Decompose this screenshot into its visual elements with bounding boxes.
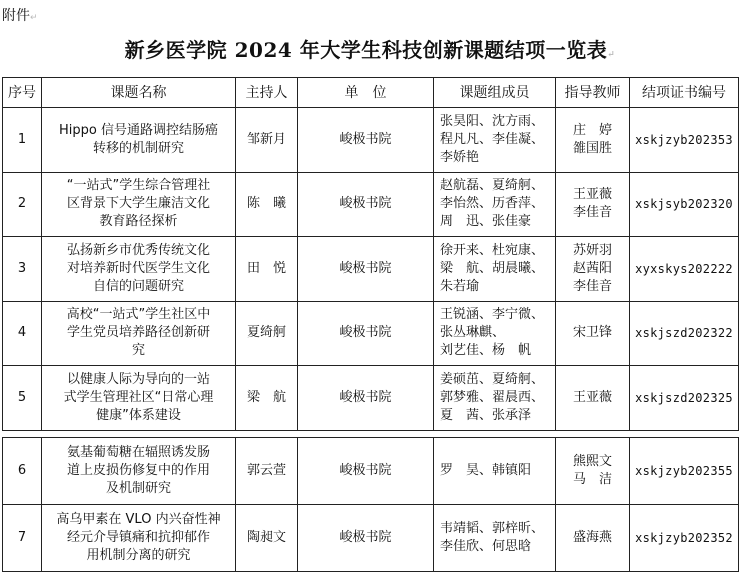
topic-name: Hippo 信号通路调控结肠癌 转移的机制研究: [42, 108, 236, 173]
results-table: [2, 77, 739, 431]
certificate-number: xskjzyb202353: [630, 108, 739, 173]
results-table-continued: [2, 437, 739, 572]
topic-name: 高乌甲素在 VLO 内兴奋性神 经元介导镇痛和抗抑郁作 用机制分离的研究: [42, 505, 236, 572]
certificate-number: xyxskys202222: [630, 237, 739, 302]
table-row: [3, 438, 739, 505]
topic-name: 氨基葡萄糖在辐照诱发肠 道上皮损伤修复中的作用 及机制研究: [42, 438, 236, 505]
unit-name: 峻极书院: [298, 108, 434, 173]
unit-name: 峻极书院: [298, 237, 434, 302]
members-list: 张昊阳、沈方雨、 程凡凡、李佳凝、 李娇艳: [434, 108, 556, 173]
row-number: 4: [3, 301, 42, 366]
col-unit-header: 单 位: [298, 78, 434, 108]
page-title: 新乡医学院 2024 年大学生科技创新课题结项一览表↵: [124, 38, 616, 62]
row-number: 1: [3, 108, 42, 173]
unit-name: 峻极书院: [298, 301, 434, 366]
advisor-names: 王亚薇 李佳音: [556, 172, 630, 237]
members-list: 罗 昊、韩镇阳: [434, 438, 556, 505]
leader-name: 郭云萱: [236, 438, 298, 505]
unit-name: 峻极书院: [298, 505, 434, 572]
advisor-names: 王亚薇: [556, 366, 630, 431]
certificate-number: xskjszd202325: [630, 366, 739, 431]
leader-name: 夏绮舸: [236, 301, 298, 366]
advisor-names: 宋卫锋: [556, 301, 630, 366]
col-cert-header: 结项证书编号: [630, 78, 739, 108]
leader-name: 邹新月: [236, 108, 298, 173]
table-row: [3, 172, 739, 237]
table-row: [3, 108, 739, 173]
leader-name: 梁 航: [236, 366, 298, 431]
certificate-number: xskjzyb202355: [630, 438, 739, 505]
advisor-names: 苏妍羽 赵茜阳 李佳音: [556, 237, 630, 302]
topic-name: 弘扬新乡市优秀传统文化 对培养新时代医学生文化 自信的问题研究: [42, 237, 236, 302]
topic-name: “一站式”学生综合管理社 区背景下大学生廉洁文化 教育路径探析: [42, 172, 236, 237]
topic-name: 高校“一站式”学生社区中 学生党员培养路径创新研 究: [42, 301, 236, 366]
row-number: 6: [3, 438, 42, 505]
advisor-names: 熊熙文 马 洁: [556, 438, 630, 505]
members-list: 赵航磊、夏绮舸、 李怡然、历香萍、 周 迅、张佳豪: [434, 172, 556, 237]
table-row: [3, 237, 739, 302]
topic-name: 以健康人际为导向的一站 式学生管理社区“日常心理 健康”体系建设: [42, 366, 236, 431]
certificate-number: xskjzyb202352: [630, 505, 739, 572]
row-number: 5: [3, 366, 42, 431]
table-row: [3, 301, 739, 366]
leader-name: 田 悦: [236, 237, 298, 302]
table-row: [3, 505, 739, 572]
members-list: 王锐涵、李宁微、 张丛琳麒、 刘艺佳、杨 帆: [434, 301, 556, 366]
certificate-number: xskjsyb202320: [630, 172, 739, 237]
col-advisor-header: 指导教师: [556, 78, 630, 108]
row-number: 3: [3, 237, 42, 302]
certificate-number: xskjszd202322: [630, 301, 739, 366]
unit-name: 峻极书院: [298, 172, 434, 237]
members-list: 徐开来、杜宛康、 梁 航、胡晨曦、 朱若瑜: [434, 237, 556, 302]
advisor-names: 盛海燕: [556, 505, 630, 572]
advisor-names: 庄 婷 雒国胜: [556, 108, 630, 173]
leader-name: 陶昶文: [236, 505, 298, 572]
col-no-header: 序号: [3, 78, 42, 108]
members-list: 韦靖韬、郭梓昕、 李佳欣、何思晗: [434, 505, 556, 572]
leader-name: 陈 曦: [236, 172, 298, 237]
col-topic-header: 课题名称: [42, 78, 236, 108]
attachment-label: 附件↵: [2, 8, 38, 24]
unit-name: 峻极书院: [298, 366, 434, 431]
members-list: 姜硕茁、夏绮舸、 郭梦雅、翟晨西、 夏 茜、张承泽: [434, 366, 556, 431]
row-number: 2: [3, 172, 42, 237]
col-members-header: 课题组成员: [434, 78, 556, 108]
table-row: [3, 366, 739, 431]
row-number: 7: [3, 505, 42, 572]
col-leader-header: 主持人: [236, 78, 298, 108]
unit-name: 峻极书院: [298, 438, 434, 505]
table-header-row: [3, 78, 739, 108]
